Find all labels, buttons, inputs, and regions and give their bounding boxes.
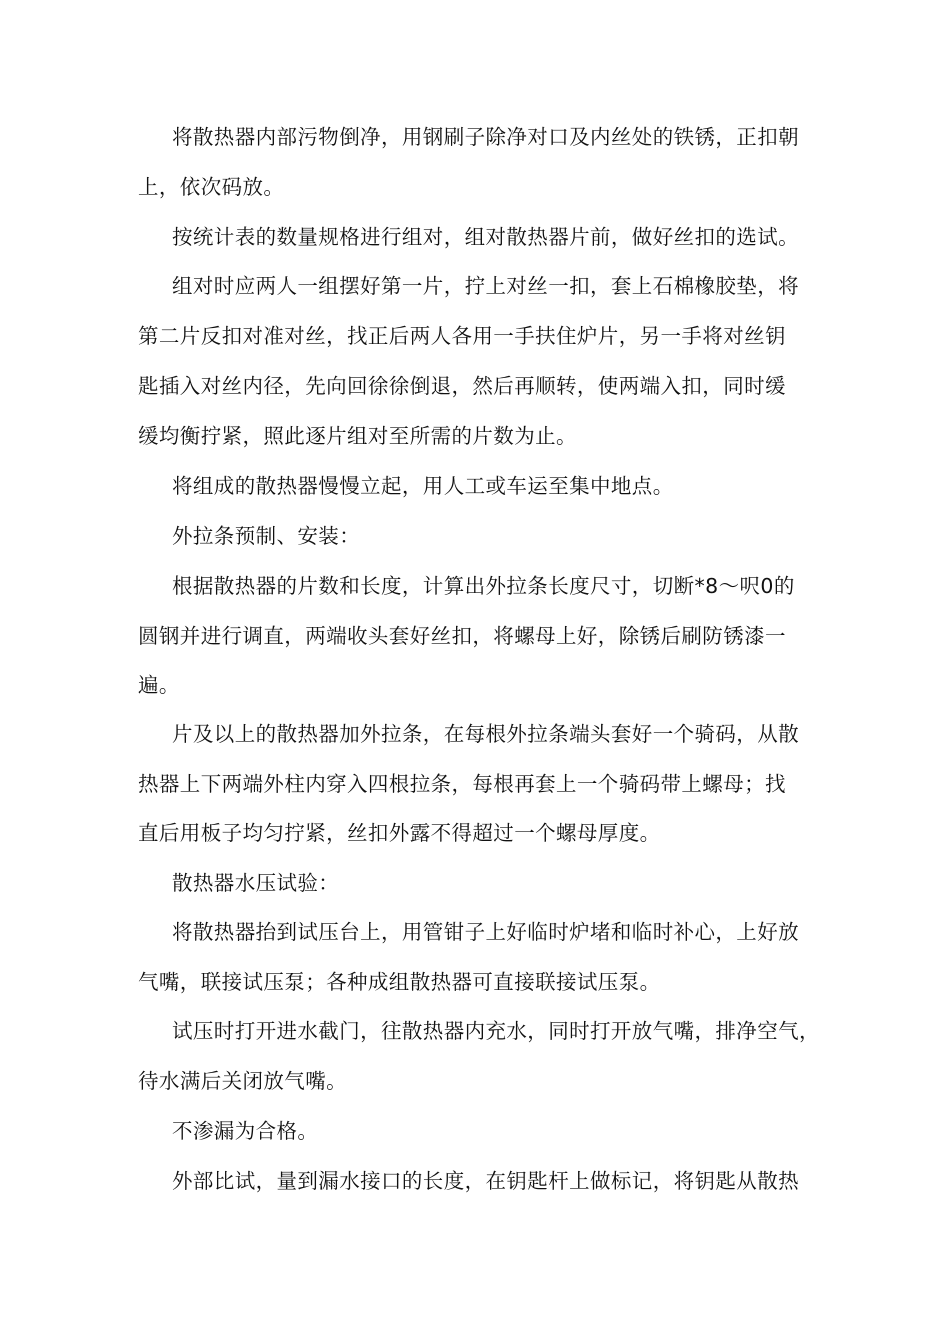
text-line: 组对时应两人一组摆好第一片，拧上对丝一扣，套上石棉橡胶垫，将 xyxy=(172,274,799,298)
text-line: 不渗漏为合格。 xyxy=(172,1119,319,1143)
text-line: 缓均衡拧紧，照此逐片组对至所需的片数为止。 xyxy=(138,424,577,448)
text-line: 圆钢并进行调直，两端收头套好丝扣，将螺母上好，除锈后刷防锈漆一 xyxy=(138,624,786,648)
text-line: 上，依次码放。 xyxy=(138,175,285,199)
text-line: 外部比试，量到漏水接口的长度，在钥匙杆上做标记，将钥匙从散热 xyxy=(172,1169,799,1193)
text-line: 按统计表的数量规格进行组对，组对散热器片前，做好丝扣的选试。 xyxy=(172,225,799,249)
text-line: 散热器水压试验： xyxy=(172,871,340,895)
text-line: 片及以上的散热器加外拉条，在每根外拉条端头套好一个骑码，从散 xyxy=(172,722,799,746)
text-line: 气嘴，联接试压泵；各种成组散热器可直接联接试压泵。 xyxy=(138,970,661,994)
text-line: 待水满后关闭放气嘴。 xyxy=(138,1069,347,1093)
text-line: 遍。 xyxy=(138,673,180,697)
text-line: 试压时打开进水截门，往散热器内充水，同时打开放气嘴，排净空气， xyxy=(172,1019,820,1043)
text-line: 匙插入对丝内径，先向回徐徐倒退，然后再顺转，使两端入扣，同时缓 xyxy=(138,374,786,398)
text-line: 热器上下两端外柱内穿入四根拉条，每根再套上一个骑码带上螺母；找 xyxy=(138,772,786,796)
text-line: 将散热器内部污物倒净，用钢刷子除净对口及内丝处的铁锈，正扣朝 xyxy=(172,125,799,149)
text-line: 将组成的散热器慢慢立起，用人工或车运至集中地点。 xyxy=(172,474,674,498)
text-line: 直后用板子均匀拧紧，丝扣外露不得超过一个螺母厚度。 xyxy=(138,821,661,845)
text-line: 外拉条预制、安装： xyxy=(172,524,361,548)
text-line: 第二片反扣对准对丝，找正后两人各用一手扶住炉片，另一手将对丝钥 xyxy=(138,324,786,348)
text-line: 根据散热器的片数和长度，计算出外拉条长度尺寸，切断*8〜呎0的 xyxy=(172,574,795,598)
text-line: 将散热器抬到试压台上，用管钳子上好临时炉堵和临时补心，上好放 xyxy=(172,920,799,944)
